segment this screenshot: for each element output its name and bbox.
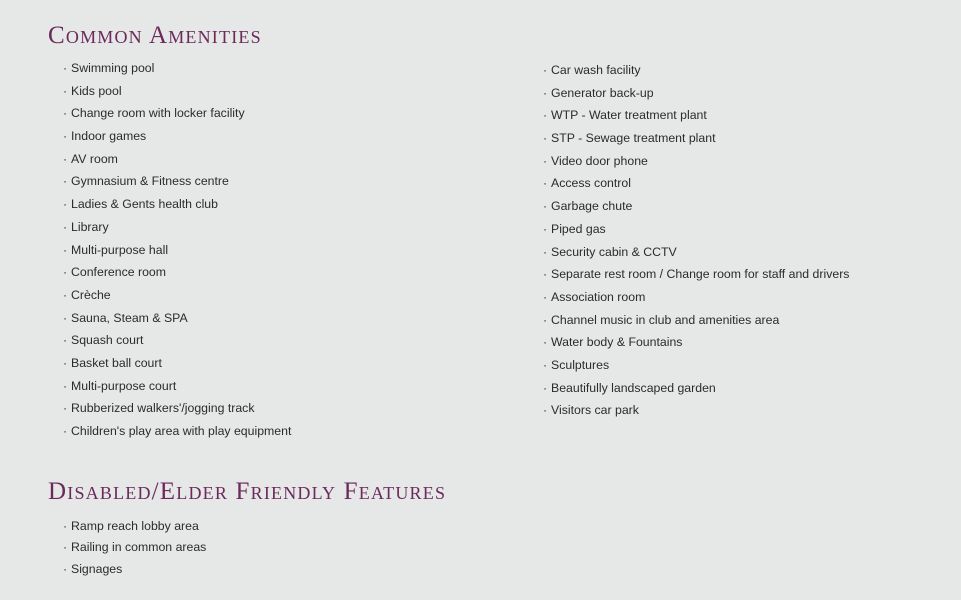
amenity-item: · Gymnasium & Fitness centre — [63, 170, 291, 193]
amenity-item: · AV room — [63, 148, 291, 171]
amenity-item: · Security cabin & CCTV — [543, 241, 849, 264]
amenity-item: · Video door phone — [543, 150, 849, 173]
amenity-item: · Ladies & Gents health club — [63, 193, 291, 216]
amenities-list-right — [543, 59, 849, 422]
amenity-item: · Change room with locker facility — [63, 102, 291, 125]
amenity-item: · Access control — [543, 172, 849, 195]
amenity-item: · Channel music in club and amenities area — [543, 309, 849, 332]
amenity-item: · Water body & Fountains — [543, 331, 849, 354]
feature-item: · Signages — [63, 559, 206, 580]
amenity-item: · Basket ball court — [63, 352, 291, 375]
amenity-item: · Sauna, Steam & SPA — [63, 307, 291, 330]
amenity-item: · Squash court — [63, 329, 291, 352]
amenity-item: · Kids pool — [63, 80, 291, 103]
amenity-item: · Multi-purpose court — [63, 375, 291, 398]
amenity-item: · Crèche — [63, 284, 291, 307]
amenity-item: · Children's play area with play equipment — [63, 420, 291, 443]
amenity-item: · Visitors car park — [543, 399, 849, 422]
amenity-item: · Garbage chute — [543, 195, 849, 218]
amenity-item: · Library — [63, 216, 291, 239]
disabled-elder-features-heading: Disabled/Elder Friendly Features — [48, 478, 447, 505]
amenity-item: · Beautifully landscaped garden — [543, 377, 849, 400]
amenity-item: · Generator back-up — [543, 82, 849, 105]
amenity-item: · Separate rest room / Change room for staff and drivers — [543, 263, 849, 286]
feature-item: · Ramp reach lobby area — [63, 516, 206, 537]
amenity-item: · Association room — [543, 286, 849, 309]
amenity-item: · Indoor games — [63, 125, 291, 148]
amenity-item: · Multi-purpose hall — [63, 239, 291, 262]
amenity-item: · Sculptures — [543, 354, 849, 377]
amenities-list-left — [63, 57, 291, 443]
amenity-item: · Piped gas — [543, 218, 849, 241]
amenity-item: · STP - Sewage treatment plant — [543, 127, 849, 150]
amenity-item: · Car wash facility — [543, 59, 849, 82]
common-amenities-heading: Common Amenities — [48, 22, 262, 49]
amenity-item: · Conference room — [63, 261, 291, 284]
amenity-item: · Swimming pool — [63, 57, 291, 80]
feature-item: · Railing in common areas — [63, 537, 206, 558]
disabled-features-list — [63, 516, 206, 580]
amenity-item: · WTP - Water treatment plant — [543, 104, 849, 127]
amenity-item: · Rubberized walkers'/jogging track — [63, 397, 291, 420]
